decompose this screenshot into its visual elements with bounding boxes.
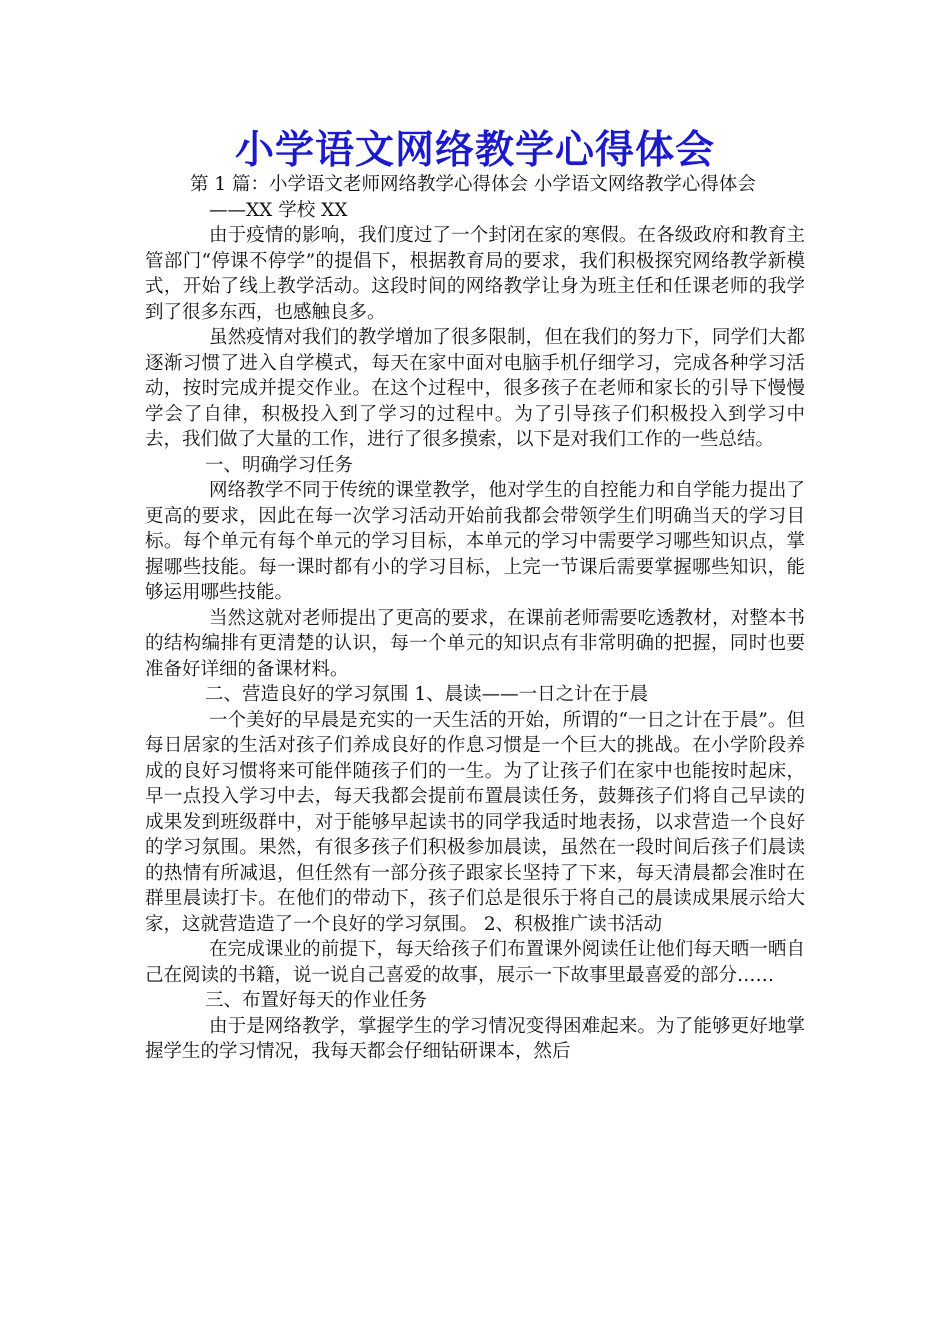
body-paragraph: 在完成课业的前提下，每天给孩子们布置课外阅读任让他们每天晒一晒自己在阅读的书籍，说一说自己喜爱的故事，展示一下故事里最喜爱的部分…… — [145, 939, 805, 986]
section-heading: 三、布置好每天的作业任务 — [205, 990, 428, 1011]
body-paragraph: 网络教学不同于传统的课堂教学，他对学生的自控能力和自学能力提出了更高的要求，因此在每一次学习活动开始前我都会带领学生们明确当天的学习目标。每个单元有每个单元的学习目标，本单元的学习中需要学习哪些知识点，掌握哪些技能。每一课时都有小的学习目标，上完一节课后需要掌握哪些知识，能够运用哪些技能。 — [145, 480, 805, 603]
document-title: 小学语文网络教学心得体会 — [234, 127, 715, 173]
author-line: ——XX 学校 XX — [209, 199, 348, 221]
body-paragraph: 虽然疫情对我们的教学增加了很多限制，但在我们的努力下，同学们大都逐渐习惯了进入自学模式，每天在家中面对电脑手机仔细学习，完成各种学习活动，按时完成并提交作业。在这个过程中，很多孩子在老师和家长的引导下慢慢学会了自律，积极投入到了学习的过程中。为了引导孩子们积极投入到学习中去，我们做了大量的工作，进行了很多摸索，以下是对我们工作的一些总结。 — [145, 327, 805, 450]
body-paragraph: 一个美好的早晨是充实的一天生活的开始，所谓的“一日之计在于晨”。但每日居家的生活对孩子们养成良好的作息习惯是一个巨大的挑战。在小学阶段养成的良好习惯将来可能伴随孩子们的一生。为了让孩子们在家中也能按时起床，早一点投入学习中去，每天我都会提前布置晨读任务，鼓舞孩子们将自己早读的成果发到班级群中，对于能够早起读书的同学我适时地表扬，以求营造一个良好的学习氛围。果然，有很多孩子们积极参加晨读，虽然在一段时间后孩子们晨读的热情有所减退，但任然有一部分孩子跟家长坚持了下来，每天清晨都会准时在群里晨读打卡。在他们的带动下，孩子们总是很乐于将自己的晨读成果展示给大家，这就营造造了一个良好的学习氛围。 2、积极推广读书活动 — [145, 709, 805, 935]
body-paragraph: 当然这就对老师提出了更高的要求，在课前老师需要吃透教材，对整本书的结构编排有更清楚的认识，每一个单元的知识点有非常明确的把握，同时也要准备好详细的备课材料。 — [145, 607, 805, 680]
section-heading: 一、明确学习任务 — [205, 454, 354, 476]
document-body — [145, 172, 805, 1065]
body-paragraph: 由于是网络教学，掌握学生的学习情况变得困难起来。为了能够更好地掌握学生的学习情况，我每天都会仔细钻研课本，然后 — [145, 1015, 805, 1062]
article-source-line: 第 1 篇：小学语文老师网络教学心得体会 小学语文网络教学心得体会 — [190, 174, 756, 195]
body-paragraph: 由于疫情的影响，我们度过了一个封闭在家的寒假。在各级政府和教育主管部门“停课不停学”的提倡下，根据教育局的要求，我们积极探究网络教学新模式，开始了线上教学活动。这段时间的网络教学让身为班主任和任课老师的我学到了很多东西，也感触良多。 — [145, 225, 805, 323]
section-heading: 二、营造良好的学习氛围 1、晨读——一日之计在于晨 — [205, 684, 649, 705]
